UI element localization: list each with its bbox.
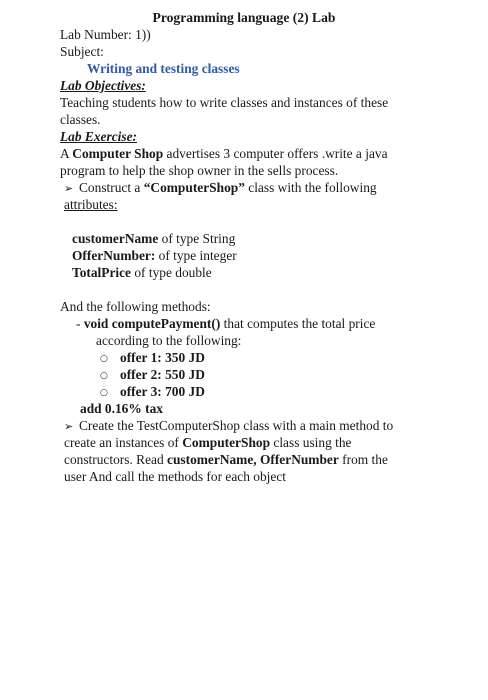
method-name: void computePayment() <box>83 316 221 331</box>
arrow-bullet-icon: ➢ <box>64 420 74 433</box>
attribute-customername <box>72 230 235 247</box>
test-line-3-a: constructors. Read <box>64 452 168 467</box>
construct-a: Construct a <box>79 180 144 195</box>
construct-c: class with the following <box>244 180 377 195</box>
attribute-type: of type integer <box>155 248 237 263</box>
subject-label: Subject: <box>60 44 104 59</box>
method-dash: - <box>76 316 84 331</box>
method-desc-line-2: according to the following: <box>96 333 242 348</box>
objectives-line-1: Teaching students how to write classes and instances of these <box>60 95 389 110</box>
circle-bullet-icon: ○ <box>100 371 108 381</box>
objectives-line-2: classes. <box>60 112 101 127</box>
attribute-name-suffix: Name <box>124 231 159 246</box>
test-line-2-c: class using the <box>270 435 352 450</box>
test-line-2-a: create an instances of <box>64 435 183 450</box>
methods-intro: And the following methods: <box>60 299 211 314</box>
attributes-label: attributes: <box>64 197 118 212</box>
test-line-2 <box>64 434 352 451</box>
method-compute-payment <box>76 315 375 332</box>
circle-bullet-icon: ○ <box>100 354 108 364</box>
offer-text: offer 2: 550 JD <box>120 367 205 382</box>
exercise-intro-a: A <box>60 146 73 161</box>
test-line-3-c: from the <box>338 452 388 467</box>
computer-shop-term: Computer Shop <box>72 146 164 161</box>
exercise-intro-line-2: program to help the shop owner in the sells process. <box>60 163 339 178</box>
arrow-bullet-icon: ➢ <box>64 182 74 195</box>
attribute-type: of type double <box>131 265 212 280</box>
computershop-class-name: “ComputerShop” <box>143 180 245 195</box>
tax-text: add 0.16% tax <box>80 401 163 416</box>
test-bullet <box>64 417 393 435</box>
exercise-intro <box>60 145 388 162</box>
attribute-name: customer <box>72 231 125 246</box>
read-fields-term: customerName, OfferNumber <box>167 452 339 467</box>
circle-bullet-icon: ○ <box>100 388 108 398</box>
exercise-heading: Lab Exercise: <box>60 129 137 144</box>
attribute-offernumber <box>72 247 237 264</box>
attribute-name: TotalPrice <box>72 265 132 280</box>
lab-number: Lab Number: 1)) <box>60 27 151 42</box>
method-desc: that computes the total price <box>220 316 376 331</box>
test-line-1: Create the TestComputerShop class with a main method to <box>79 418 394 433</box>
construct-bullet <box>64 179 377 197</box>
test-line-4: user And call the methods for each object <box>64 469 286 484</box>
attribute-name: OfferNumber: <box>72 248 156 263</box>
offer-text: offer 1: 350 JD <box>120 350 205 365</box>
test-line-3 <box>64 451 388 468</box>
document-title: Programming language (2) Lab <box>152 10 336 25</box>
subject-text: Writing and testing classes <box>87 61 240 76</box>
attribute-type: of type String <box>158 231 236 246</box>
attribute-totalprice <box>72 264 212 281</box>
tax-note <box>80 400 163 417</box>
offer-text: offer 3: 700 JD <box>120 384 205 399</box>
objectives-heading: Lab Objectives: <box>60 78 146 93</box>
computershop-term: ComputerShop <box>182 435 271 450</box>
exercise-intro-c: advertises 3 computer offers .write a java <box>163 146 388 161</box>
